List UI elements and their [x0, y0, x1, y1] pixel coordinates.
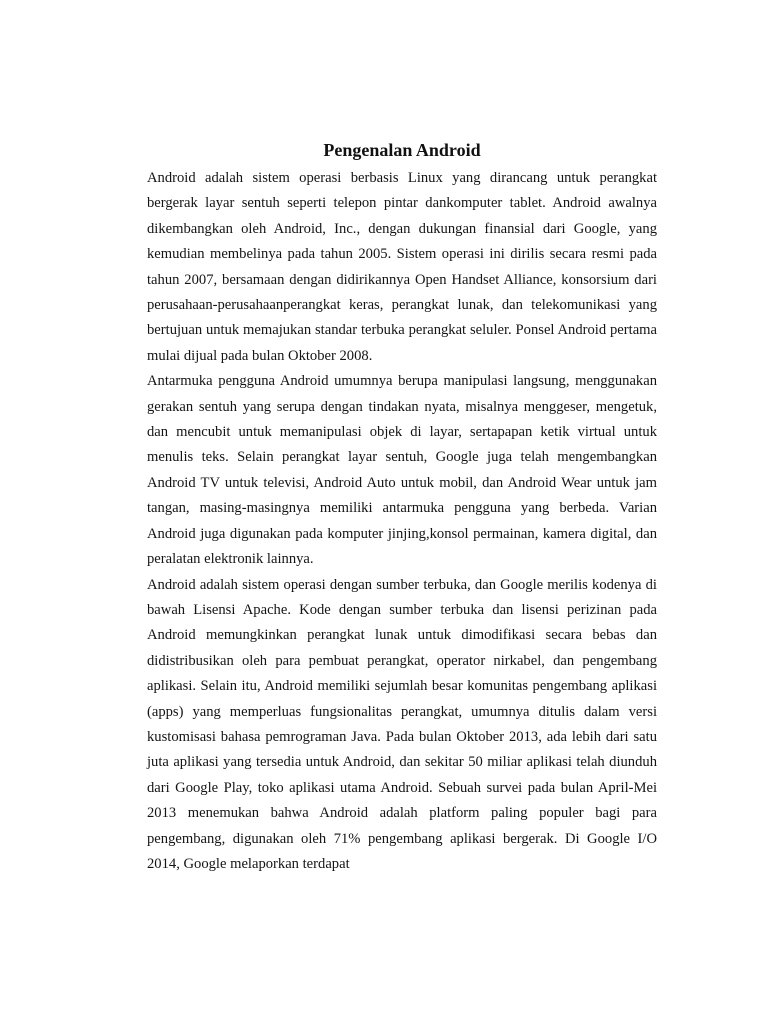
- document-body: [147, 166, 657, 877]
- paragraph-open-source: Android adalah sistem operasi dengan sumber terbuka, dan Google merilis kodenya di bawah Lisensi Apache. Kode dengan sumber terbuka dan lisensi perizinan pada Android memungkinkan perangkat lunak untuk dimodifikasi secara bebas dan didistribusikan oleh para pembuat perangkat, operator nirkabel, dan pengembang aplikasi. Selain itu, Android memiliki sejumlah besar komunitas pengembang aplikasi (apps) yang memperluas fungsionalitas perangkat, umumnya ditulis dalam versi kustomisasi bahasa pemrograman Java. Pada bulan Oktober 2013, ada lebih dari satu juta aplikasi yang tersedia untuk Android, dan sekitar 50 miliar aplikasi telah diunduh dari Google Play, toko aplikasi utama Android. Sebuah survei pada bulan April-Mei 2013 menemukan bahwa Android adalah platform paling populer bagi para pengembang, digunakan oleh 71% pengembang aplikasi bergerak. Di Google I/O 2014, Google melaporkan terdapat: [147, 576, 657, 872]
- document-title: Pengenalan Android: [323, 140, 481, 160]
- paragraph-android-overview: Android adalah sistem operasi berbasis Linux yang dirancang untuk perangkat bergerak layar sentuh seperti telepon pintar dankomputer tablet. Android awalnya dikembangkan oleh Android, Inc., dengan dukungan finansial dari Google, yang kemudian membelinya pada tahun 2005. Sistem operasi ini dirilis secara resmi pada tahun 2007, bersamaan dengan didirikannya Open Handset Alliance, konsorsium dari perusahaan-perusahaanperangkat keras, perangkat lunak, dan telekomunikasi yang bertujuan untuk memajukan standar terbuka perangkat seluler. Ponsel Android pertama mulai dijual pada bulan Oktober 2008.: [147, 170, 657, 364]
- paragraph-user-interface: Antarmuka pengguna Android umumnya berupa manipulasi langsung, menggunakan gerakan sentuh yang serupa dengan tindakan nyata, misalnya menggeser, mengetuk, dan mencubit untuk memanipulasi objek di layar, sertapapan ketik virtual untuk menulis teks. Selain perangkat layar sentuh, Google juga telah mengembangkan Android TV untuk televisi, Android Auto untuk mobil, dan Android Wear untuk jam tangan, masing-masingnya memiliki antarmuka pengguna yang berbeda. Varian Android juga digunakan pada komputer jinjing,konsol permainan, kamera digital, dan peralatan elektronik lainnya.: [147, 373, 657, 568]
